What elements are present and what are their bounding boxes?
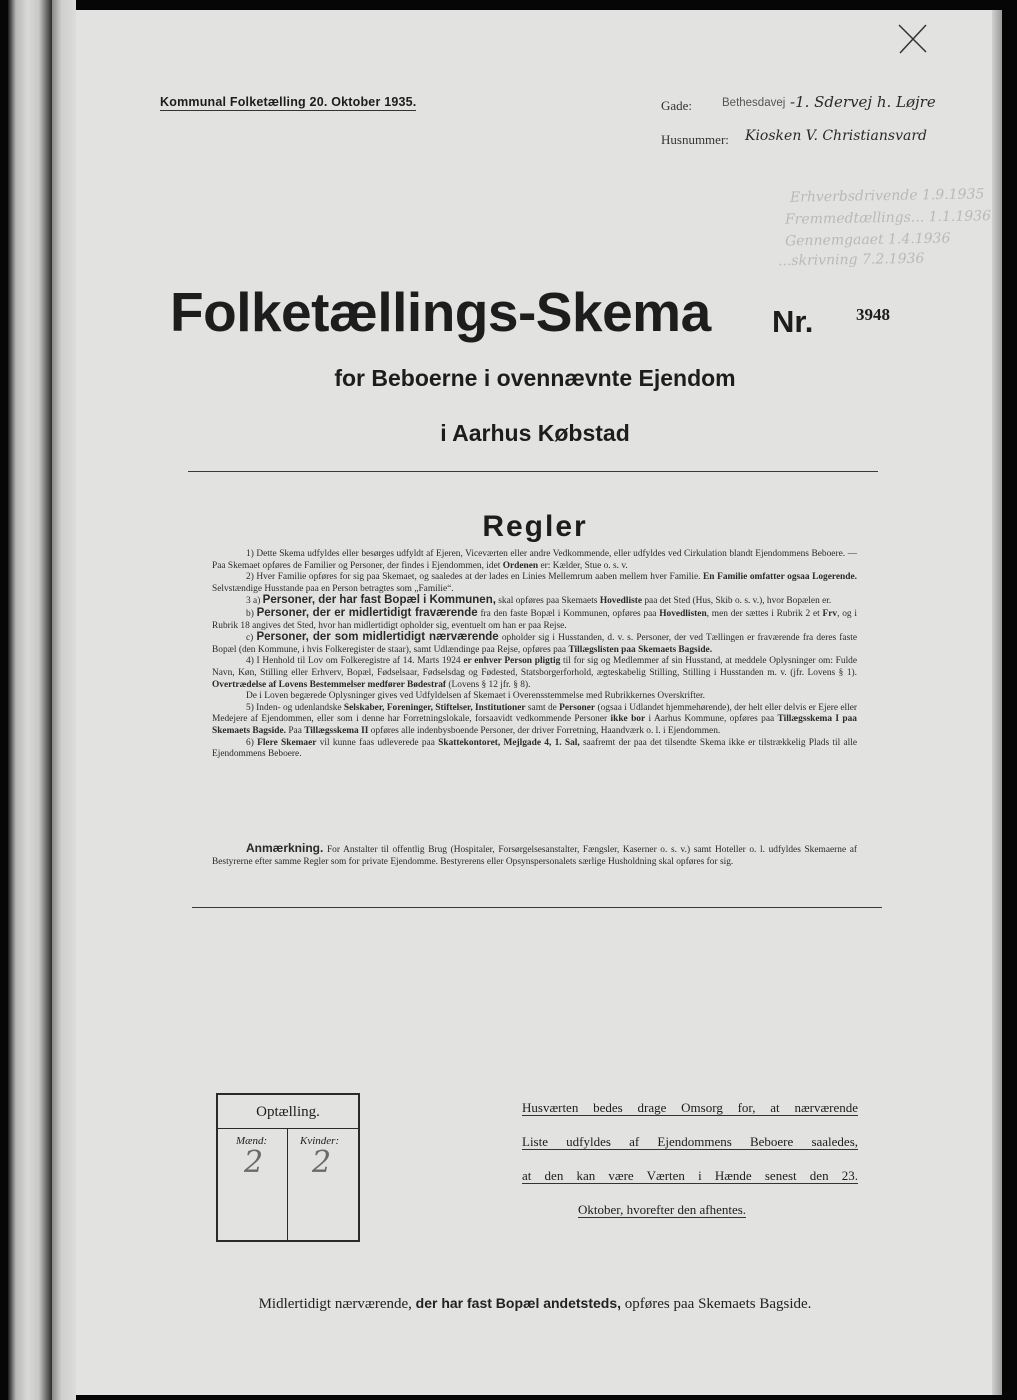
divider-bottom <box>192 907 882 908</box>
remark-label: Anmærkning. <box>246 841 324 855</box>
count-box-divider <box>218 1128 358 1129</box>
men-count: 2 <box>244 1145 264 1180</box>
women-count: 2 <box>312 1145 332 1180</box>
house-number-label: Husnummer: <box>661 132 729 147</box>
divider-top <box>188 471 878 472</box>
faded-annotation-2: Fremmedtællings... 1.1.1936 <box>784 208 992 228</box>
rule-3a: 3 a) Personer, der har fast Bopæl i Kommunen, skal opføres paa Skemaets Hovedliste paa det Sted (Hus, Skib o. s. v.), hvor Bopælen er. <box>246 594 832 607</box>
form-subtitle-2: i Aarhus Købstad <box>440 420 630 446</box>
footer-note: Midlertidigt nærværende, der har fast Bopæl andetsteds, opføres paa Skemaets Bagside. <box>258 1295 812 1312</box>
street-label: Gade: <box>661 98 693 113</box>
count-box-title: Optælling. <box>256 1104 320 1120</box>
count-box-column-divider <box>287 1128 288 1240</box>
street-printed: Bethesdavej <box>722 97 786 109</box>
women-label: Kvinder: <box>300 1135 340 1147</box>
faded-annotation-1: Erhverbsdrivende 1.9.1935 <box>789 186 985 206</box>
census-title: Kommunal Folketælling 20. Oktober 1935. <box>160 95 417 109</box>
remark <box>212 843 857 868</box>
rule-4: 4) I Henhold til Lov om Folkeregistre af 14. Marts 1924 er enhver Person pligtig til for sig og Medlemmer af sin Husstand, at meddele Oplysninger om: Fulde Navn, Køn, Stilling eller Erhverv, Bopæl, Fødselsaar, Fødselsdag og Fødested, Statsborgerforhold, ægteskabelig Stilling, Stilling i Husstanden m. v. (jfr. Lovens § 1). Overtrædelse af Lovens Bestemmelser medfører Bødestraf (Lovens § 12 jfr. § 8). <box>212 656 858 690</box>
street-handwritten: -1. Sdervej h. Løjre <box>790 93 936 111</box>
rules-heading: Regler <box>482 510 588 543</box>
notice-line-2: Liste udfyldes af Ejendommens Beboere saaledes, <box>522 1134 858 1149</box>
rule-3c: c) Personer, der som midlertidigt nærværende opholder sig i Husstanden, d. v. s. Personer, der ved Tællingen er fraværende fra deres faste Bopæl (den Kommune, i hvis Folkeregister de staar), samt Udlændinge paa Rejse, opføres paa Tillægslisten paa Skemaets Bagside. <box>212 631 858 655</box>
form-title: Folketællings-Skema <box>170 281 711 343</box>
rule-2: 2) Hver Familie opføres for sig paa Skemaet, og saaledes at der lades en Linies Mellemrum aaben mellem hver Familie. En Familie omfatter ogsaa Logerende. Selvstændige Husstande paa en Person betragtes som „Familie“. <box>212 572 857 594</box>
remark-text: For Anstalter til offentlig Brug (Hospitaler, Forsørgelsesanstalter, Fængsler, Kaserner o. s. v.) samt Hoteller o. l. udfyldes Skemaerne af Bestyrerne efter samme Regler som for private Ejendomme. Bestyrerens eller Opsynspersonalets særlige Husholdning skal opføres for sig. <box>212 845 858 867</box>
rule-3b: b) Personer, der er midlertidigt fraværende fra den faste Bopæl i Kommunen, opføres paa Hovedlisten, men der sættes i Rubrik 2 et Frv, og i Rubrik 18 angives det Sted, hvor han midlertidigt opholder sig, eventuelt om han er paa Rejse. <box>212 606 858 631</box>
rule-5: 5) Inden- og udenlandske Selskaber, Foreninger, Stiftelser, Institutioner samt de Personer (ogsaa i Udlandet hjemmehørende), der helt eller delvis er Ejere eller Medejere af Ejendommen, eller som i denne har Forretningslokale, forsaavidt vedkommende Personer ikke bor i Aarhus Kommune, opføres paa Tillægsskema I paa Skemaets Bagside. Paa Tillægsskema II opføres alle indenbysboende Personer, der driver Forretning, Haandværk o. l. i Ejendommen. <box>212 702 858 736</box>
faded-annotation-3: Gennemgaaet 1.4.1936 <box>784 230 951 250</box>
rule-1: 1) Dette Skema udfyldes eller besørges udfyldt af Ejeren, Viceværten eller andre Vedkommende, eller udfyldes ved Cirkulation blandt Ejendommens Beboere. — Paa Skemaet opføres de Familier og Personer, der findes i Ejendommen, idet Ordenen er: Kælder, Stue o. s. v. <box>212 549 857 571</box>
notice-line-1: Husværten bedes drage Omsorg for, at nærværende <box>522 1100 858 1115</box>
faded-annotation-4: ...skrivning 7.2.1936 <box>777 250 925 270</box>
notice-line-3: at den kan være Værten i Hænde senest den 23. <box>522 1168 858 1183</box>
house-number-handwritten: Kiosken V. Christiansvard <box>745 128 927 144</box>
binding-edge <box>52 0 76 1400</box>
cross-mark-icon <box>896 22 930 56</box>
binding-spine <box>8 0 52 1400</box>
rules-text <box>212 549 857 761</box>
men-label: Mænd: <box>236 1135 268 1147</box>
rule-4b: De i Loven begærede Oplysninger gives ved Udfyldelsen af Skemaet i Overensstemmelse med Rubrikkernes Overskrifter. <box>246 691 705 702</box>
form-subtitle-1: for Beboerne i ovennævnte Ejendom <box>334 365 736 391</box>
form-number-label: Nr. <box>772 304 814 339</box>
rule-6: 6) Flere Skemaer vil kunne faas udleverede paa Skattekontoret, Mejlgade 4, 1. Sal, saafremt der paa det tilsendte Skema ikke er tilstrækkelig Plads til alle Ejendommens Beboere. <box>212 737 858 760</box>
count-box <box>216 1093 360 1242</box>
notice-line-4: Oktober, hvorefter den afhentes. <box>578 1202 747 1217</box>
page-right-edge <box>992 10 1002 1395</box>
form-number: 3948 <box>856 305 890 324</box>
